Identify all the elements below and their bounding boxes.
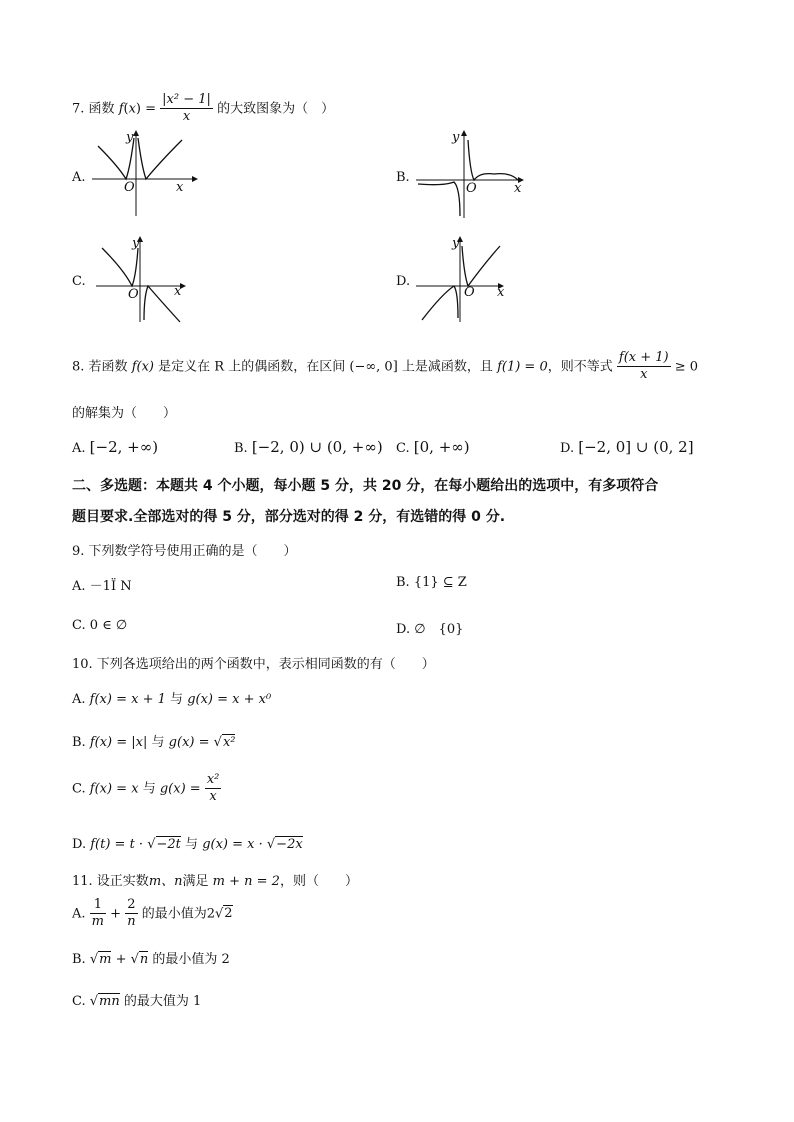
q11-option-b: B. √m + √n 的最小值为 2 (72, 952, 230, 967)
q8-option-c: C. [0, +∞) (396, 438, 470, 456)
q10-option-c: C. f(x) = x 与 g(x) = $\frac{\text{x²}}{x}$ (72, 772, 220, 805)
q7-number: 7. 函数 (72, 101, 115, 117)
q7-option-a-label: A. (72, 170, 86, 185)
q7-option-d-label: D. (396, 274, 411, 289)
q7-tail: 的大致图象为（ ） (217, 101, 335, 117)
q8-fraction: $\frac{f(x + 1)}{x}$ (618, 350, 669, 383)
q11-option-a: A. $\frac{1}{m}$ + $\frac{2}{n}$ 的最小值为2√2 (72, 897, 233, 930)
q8-option-a: A. [−2, +∞) (72, 438, 159, 456)
q10-option-d: D. f(t) = t · √−2t 与 g(x) = x · √−2x (72, 837, 303, 852)
q8-option-b: B. [−2, 0) ∪ (0, +∞) (234, 438, 383, 456)
q11-stem: 11. 设正实数m、n满足 m + n = 2，则（ ） (72, 874, 358, 889)
q7-fraction: $\frac{\text{|x² − 1|}}{x}$ (162, 92, 211, 125)
q9-option-d: D. ∅ {0} (396, 622, 464, 637)
q7-stem: 7. 函数 f(x) = $\frac{\text{|x² − 1|}}{x}$ 的大致图象为（ ） (72, 92, 335, 125)
q7-graph-b (414, 128, 529, 220)
q9-stem: 9. 下列数学符号使用正确的是（ ） (72, 544, 297, 559)
q7-option-b-label: B. (396, 170, 410, 185)
q10-option-a: A. f(x) = x + 1 与 g(x) = x + x⁰ (72, 692, 272, 707)
q7-graph-d (414, 234, 524, 326)
q11-option-c: C. √mn 的最大值为 1 (72, 994, 202, 1009)
q8-option-d: D. [−2, 0] ∪ (0, 2] (560, 438, 694, 456)
q7-graph-a (90, 128, 200, 218)
section2-heading-line1: 二、多选题：本题共 4 个小题，每小题 5 分，共 20 分，在每小题给出的选项中，有多项符合 (72, 478, 659, 494)
q8-stem-line2: 的解集为（ ） (72, 406, 177, 421)
q9-option-a: A. －1Ï N (72, 579, 132, 594)
q9-option-b: B. {1} ⊆ Z (396, 575, 467, 590)
q7-graph-c (94, 234, 194, 326)
q10-stem: 10. 下列各选项给出的两个函数中，表示相同函数的有（ ） (72, 657, 435, 672)
section2-heading-line2: 题目要求.全部选对的得 5 分，部分选对的得 2 分，有选错的得 0 分. (72, 509, 506, 525)
q10-option-b: B. f(x) = |x| 与 g(x) = √x² (72, 735, 236, 750)
q9-option-c: C. 0 ∈ ∅ (72, 618, 128, 633)
q7-option-c-label: C. (72, 274, 86, 289)
q8-stem: 8. 若函数 f(x) 是定义在 R 上的偶函数，在区间 (−∞, 0] 上是减函数，且 f(1) = 0，则不等式 $\frac{f(x + 1)}{x}$ ≥ 0 (72, 350, 699, 383)
